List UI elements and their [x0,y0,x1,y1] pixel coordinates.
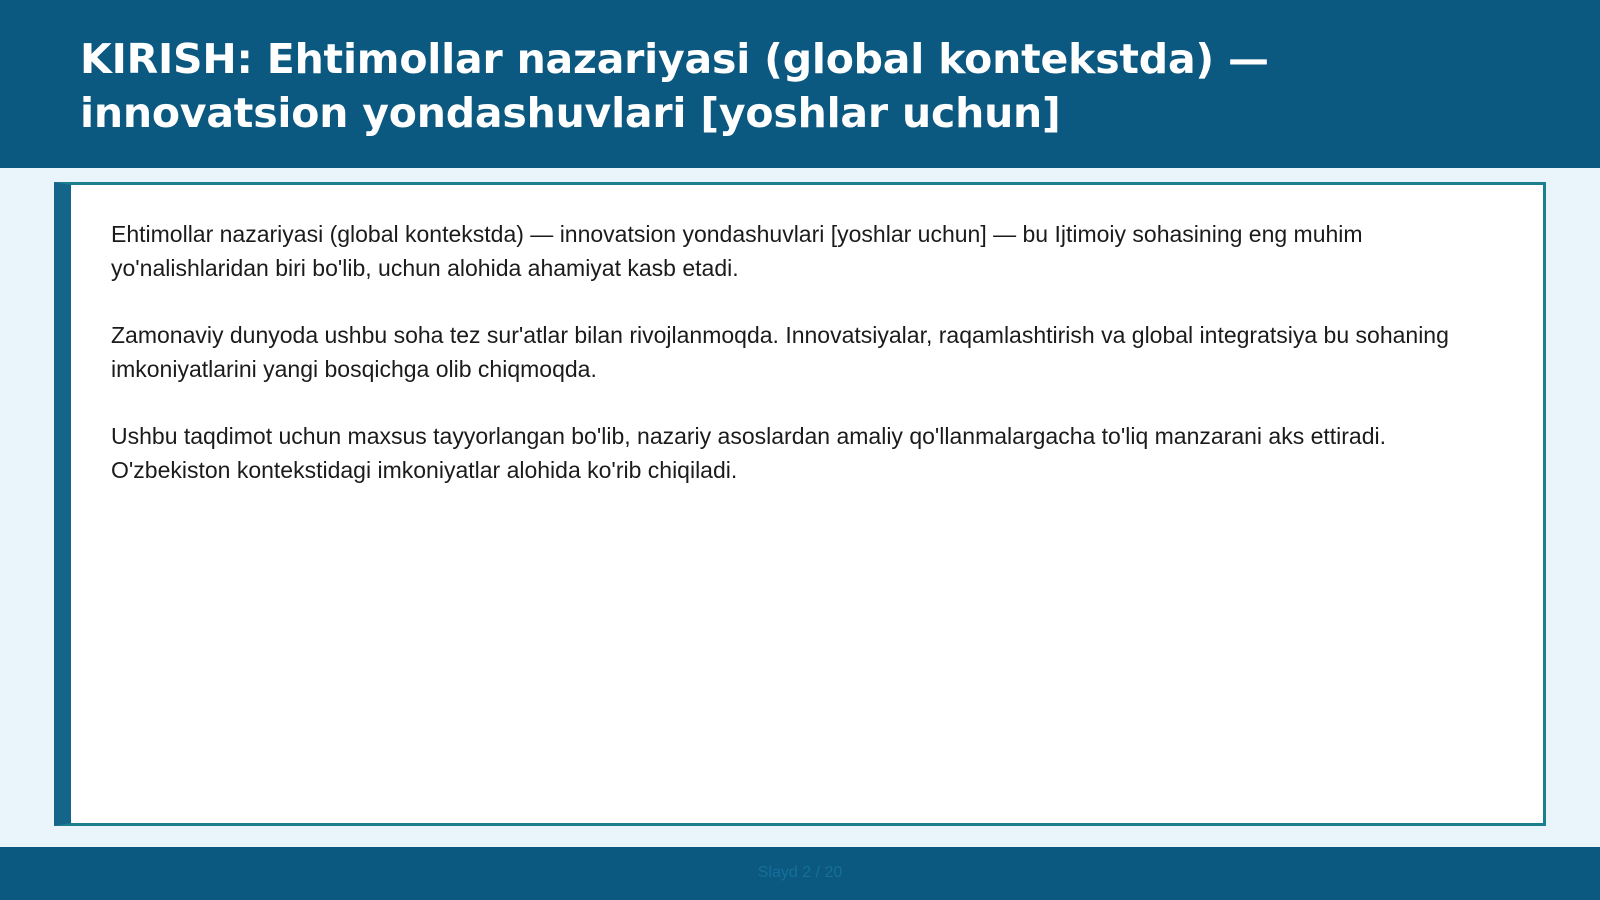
presentation-purpose-paragraph: Ushbu taqdimot uchun maxsus tayyorlangan bo'lib, nazariy asoslardan amaliy qo'llanmalargacha to'liq manzarani aks ettiradi. O'zbekiston kontekstidagi imkoniyatlar alohida ko'rib chiqiladi. [111,423,1387,483]
slide-footer [0,847,1600,900]
intro-paragraph: Ehtimollar nazariyasi (global kontekstda) — innovatsion yondashuvlari [yoshlar uchun] — bu Ijtimoiy sohasining eng muhim yo'nalishlaridan biri bo'lib, uchun alohida ahamiyat kasb etadi. [111,221,1363,281]
modern-world-paragraph: Zamonaviy dunyoda ushbu soha tez sur'atlar bilan rivojlanmoqda. Innovatsiyalar, raqamlashtirish va global integratsiya bu sohaning imkoniyatlarini yangi bosqichga olib chiqmoqda. [111,322,1449,382]
slide-title: KIRISH: Ehtimollar nazariyasi (global kontekstda) — innovatsion yondashuvlari [yoshlar uchun] [80,35,1269,137]
slide-counter: Slayd 2 / 20 [757,864,843,881]
content-card [54,182,1546,826]
slide-header [0,0,1600,168]
